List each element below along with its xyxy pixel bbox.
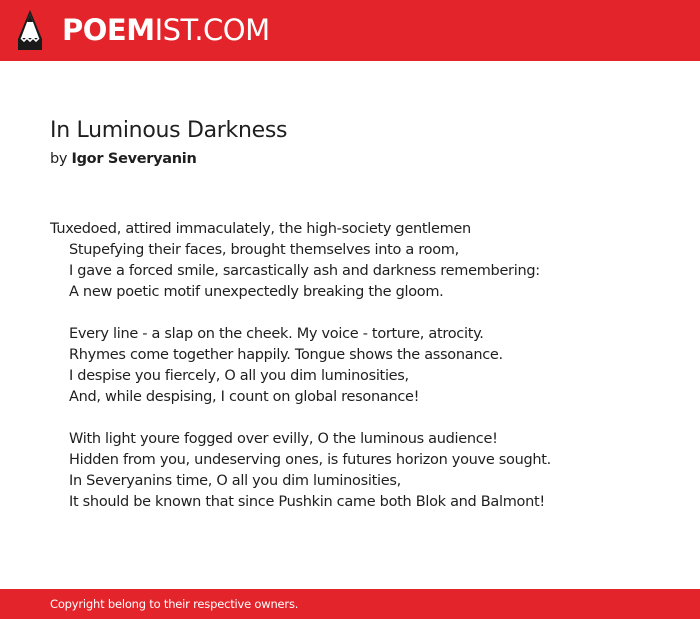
pencil-tip-icon[interactable] [17, 9, 43, 51]
by-label: by [50, 151, 68, 167]
stanza [50, 219, 670, 303]
poem-title: In Luminous Darkness [50, 118, 288, 143]
site-footer [0, 589, 700, 619]
site-logo[interactable] [62, 13, 270, 47]
logo-light-text: IST.COM [154, 13, 270, 47]
poem-line: Hidden from you, undeserving ones, is futures horizon youve sought. [69, 452, 551, 468]
site-header [0, 0, 700, 61]
copyright-text: Copyright belong to their respective owners. [50, 597, 299, 611]
stanza [50, 429, 670, 513]
poem-line: Rhymes come together happily. Tongue shows the assonance. [69, 347, 503, 363]
poem-line: Tuxedoed, attired immaculately, the high-society gentlemen [50, 221, 471, 237]
poem-line: It should be known that since Pushkin came both Blok and Balmont! [69, 494, 545, 510]
poem-byline [50, 149, 197, 169]
poem-line: Stupefying their faces, brought themselves into a room, [69, 242, 459, 258]
poem-line: A new poetic motif unexpectedly breaking the gloom. [69, 284, 444, 300]
stanza [50, 324, 670, 408]
poem-line: I despise you fiercely, O all you dim luminosities, [69, 368, 409, 384]
poem-author: Igor Severyanin [71, 151, 197, 167]
poem-line: Every line - a slap on the cheek. My voice - torture, atrocity. [69, 326, 484, 342]
poem-line: And, while despising, I count on global resonance! [69, 389, 420, 405]
poem-line: I gave a forced smile, sarcastically ash and darkness remembering: [69, 263, 540, 279]
poem-body [50, 219, 670, 534]
poem-line: In Severyanins time, O all you dim luminosities, [69, 473, 401, 489]
logo-bold-text: POEM [62, 13, 155, 47]
poem-line: With light youre fogged over evilly, O the luminous audience! [69, 431, 498, 447]
